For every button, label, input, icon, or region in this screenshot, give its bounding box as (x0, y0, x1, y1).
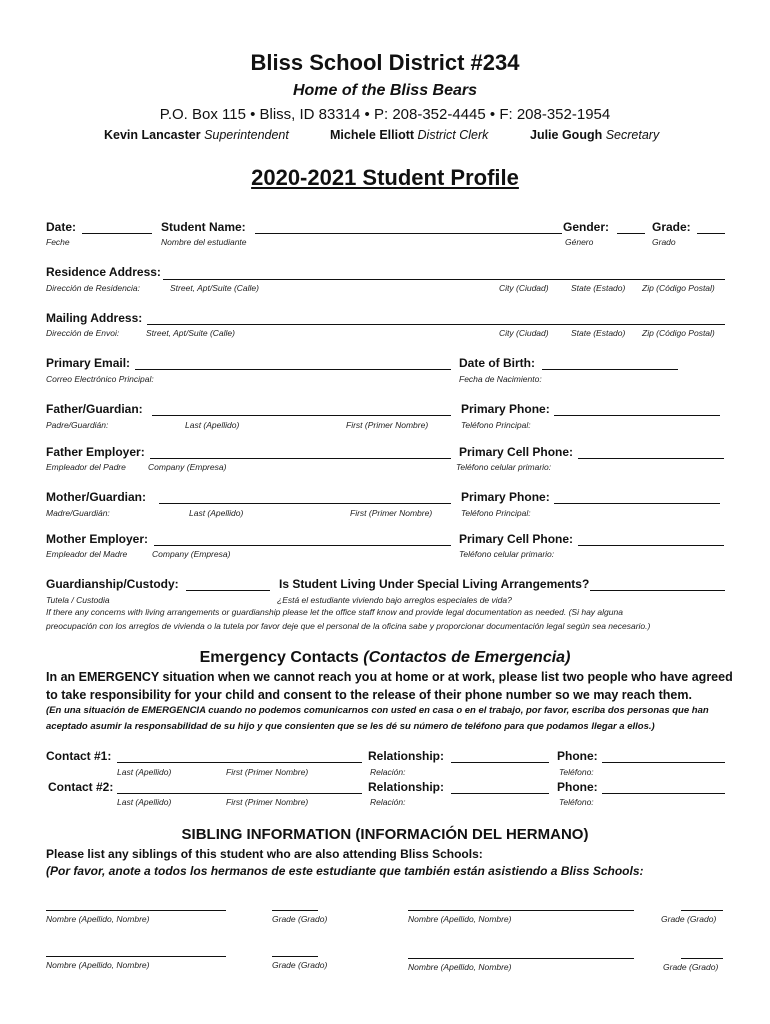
sibling-4-grade-label: Grade (Grado) (663, 962, 719, 972)
residence-street: Street, Apt/Suite (Calle) (170, 283, 259, 293)
mailing-field[interactable] (147, 324, 725, 325)
staff-secretary (530, 128, 659, 142)
sibling-3-grade-label: Grade (Grado) (272, 960, 328, 970)
custody-field[interactable] (186, 590, 270, 591)
email-sub: Correo Electrónico Principal: (46, 374, 154, 384)
contact-2-rel-field[interactable] (451, 793, 549, 794)
gender-sub: Género (565, 237, 594, 247)
contact-1-rel-label: Relationship: (368, 749, 445, 763)
father-phone-sub: Teléfono Principal: (461, 420, 531, 430)
emergency-para-3: (En una situación de EMERGENCIA cuando no podemos comunicarnos con usted en casa o en el trabajo, por favor, escriba dos personas que han (46, 705, 709, 716)
mother-field[interactable] (159, 503, 451, 504)
father-phone-field[interactable] (554, 415, 720, 416)
staff-name: Kevin Lancaster (104, 128, 201, 142)
special-living-sub: ¿Está el estudiante viviendo bajo arreglos especiales de vida? (277, 595, 512, 605)
contact-2-label: Contact #2: (48, 780, 114, 794)
residence-field[interactable] (163, 279, 725, 280)
emergency-title-es: (Contactos de Emergencia) (363, 649, 571, 666)
contact-1-phone-label: Phone: (557, 749, 598, 763)
dob-label: Date of Birth: (459, 356, 535, 370)
residence-city: City (Ciudad) (499, 283, 549, 293)
sibling-3-grade-field[interactable] (272, 956, 318, 957)
custody-note-2: preocupación con los arreglos de vivienda o la tutela por favor deje que el personal de la oficina sabe y proporcionar documentación legal según sea necesario.) (46, 621, 651, 631)
father-employer-field[interactable] (150, 458, 451, 459)
staff-name: Julie Gough (530, 128, 603, 142)
contact-1-rel-field[interactable] (451, 762, 549, 763)
father-first: First (Primer Nombre) (346, 420, 429, 430)
contact-2-rel-sub: Relación: (370, 797, 406, 807)
special-living-label: Is Student Living Under Special Living Arrangements? (279, 577, 590, 591)
dob-sub: Fecha de Nacimiento: (459, 374, 542, 384)
date-sub: Feche (46, 237, 70, 247)
father-cell-sub: Teléfono celular primario: (456, 462, 552, 472)
mother-cell-sub: Teléfono celular primario: (459, 549, 555, 559)
contact-2-last: Last (Apellido) (117, 797, 172, 807)
staff-superintendent (104, 128, 289, 142)
grade-sub: Grado (652, 237, 676, 247)
staff-role: Secretary (605, 128, 660, 142)
father-phone-label: Primary Phone: (461, 402, 550, 416)
mother-first: First (Primer Nombre) (350, 508, 433, 518)
staff-clerk (330, 128, 488, 142)
mother-cell-field[interactable] (578, 545, 724, 546)
mailing-street: Street, Apt/Suite (Calle) (146, 328, 235, 338)
contact-2-first: First (Primer Nombre) (226, 797, 309, 807)
father-last: Last (Apellido) (185, 420, 240, 430)
contact-2-phone-sub: Teléfono: (559, 797, 594, 807)
sibling-2-grade-field[interactable] (681, 910, 723, 911)
mother-last: Last (Apellido) (189, 508, 244, 518)
form-title-text: 2020-2021 Student Profile (251, 165, 519, 190)
father-sub: Padre/Guardián: (46, 420, 109, 430)
mailing-state: State (Estado) (571, 328, 626, 338)
emergency-para-4: aceptado asumir la responsabilidad de su hijo y que consienten que se les dé su número de teléfono para que podamos llegar a ellos.) (46, 721, 655, 732)
contact-1-phone-field[interactable] (602, 762, 725, 763)
district-address: P.O. Box 115 • Bliss, ID 83314 • P: 208-352-4445 • F: 208-352-1954 (159, 106, 611, 123)
father-field[interactable] (152, 415, 451, 416)
mother-cell-label: Primary Cell Phone: (459, 532, 574, 546)
gender-field[interactable] (617, 233, 645, 234)
gender-label: Gender: (563, 220, 610, 234)
date-label: Date: (46, 220, 77, 234)
special-living-field[interactable] (590, 590, 725, 591)
district-name: Bliss School District #234 (250, 50, 520, 75)
student-name-field[interactable] (255, 233, 562, 234)
residence-zip: Zip (Código Postal) (642, 283, 715, 293)
father-employer-label: Father Employer: (46, 445, 145, 459)
mother-phone-label: Primary Phone: (461, 490, 550, 504)
sibling-3-name-field[interactable] (46, 956, 226, 957)
date-field[interactable] (82, 233, 152, 234)
contact-2-name-field[interactable] (117, 793, 362, 794)
contact-2-phone-field[interactable] (602, 793, 725, 794)
sibling-2-name-field[interactable] (408, 910, 634, 911)
grade-field[interactable] (697, 233, 725, 234)
sibling-2-name-label: Nombre (Apellido, Nombre) (408, 914, 512, 924)
father-cell-label: Primary Cell Phone: (459, 445, 574, 459)
staff-role: Superintendent (204, 128, 289, 142)
residence-state: State (Estado) (571, 283, 626, 293)
siblings-instruction: Please list any siblings of this student who are also attending Bliss Schools: (46, 847, 483, 861)
sibling-4-name-field[interactable] (408, 958, 634, 959)
sibling-2-grade-label: Grade (Grado) (661, 914, 717, 924)
mother-phone-field[interactable] (554, 503, 720, 504)
sibling-4-grade-field[interactable] (681, 958, 723, 959)
mother-sub: Madre/Guardián: (46, 508, 110, 518)
district-tagline: Home of the Bliss Bears (292, 82, 478, 99)
form-title (0, 165, 770, 191)
grade-label: Grade: (652, 220, 691, 234)
student-name-label: Student Name: (161, 220, 246, 234)
staff-role: District Clerk (417, 128, 489, 142)
father-employer-sub: Empleador del Padre (46, 462, 126, 472)
mother-phone-sub: Teléfono Principal: (461, 508, 531, 518)
sibling-1-grade-field[interactable] (272, 910, 318, 911)
mailing-sub: Dirección de Envoi: (46, 328, 120, 338)
mailing-label: Mailing Address: (46, 311, 143, 325)
mother-employer-field[interactable] (154, 545, 451, 546)
sibling-1-name-field[interactable] (46, 910, 226, 911)
contact-1-phone-sub: Teléfono: (559, 767, 594, 777)
sibling-1-grade-label: Grade (Grado) (272, 914, 328, 924)
emergency-para-1: In an EMERGENCY situation when we cannot reach you at home or at work, please list two people who have agreed (46, 670, 733, 684)
residence-sub: Dirección de Residencia: (46, 283, 141, 293)
contact-1-rel-sub: Relación: (370, 767, 406, 777)
contact-1-name-field[interactable] (117, 762, 362, 763)
email-label: Primary Email: (46, 356, 131, 370)
emergency-title (0, 649, 770, 667)
mailing-zip: Zip (Código Postal) (642, 328, 715, 338)
emergency-para-2: to take responsibility for your child and consent to the release of their phone number so we may reach them. (46, 688, 692, 702)
staff-name: Michele Elliott (330, 128, 415, 142)
father-label: Father/Guardian: (46, 402, 143, 416)
mother-employer-label: Mother Employer: (46, 532, 149, 546)
email-field[interactable] (135, 369, 451, 370)
father-cell-field[interactable] (578, 458, 724, 459)
mailing-city: City (Ciudad) (499, 328, 549, 338)
siblings-title: SIBLING INFORMATION (INFORMACIÓN DEL HERMANO) (181, 826, 589, 843)
dob-field[interactable] (542, 369, 678, 370)
father-employer-company: Company (Empresa) (148, 462, 227, 472)
custody-note-1: If there any concerns with living arrangements or guardianship please let the office staff know and provide legal documentation as needed. (Si hay alguna (46, 607, 623, 617)
student-name-sub: Nombre del estudiante (161, 237, 247, 247)
mother-employer-sub: Empleador del Madre (46, 549, 128, 559)
sibling-3-name-label: Nombre (Apellido, Nombre) (46, 960, 150, 970)
contact-2-rel-label: Relationship: (368, 780, 445, 794)
mother-employer-company: Company (Empresa) (152, 549, 231, 559)
residence-label: Residence Address: (46, 265, 161, 279)
custody-sub: Tutela / Custodia (46, 595, 110, 605)
contact-1-first: First (Primer Nombre) (226, 767, 309, 777)
contact-1-last: Last (Apellido) (117, 767, 172, 777)
sibling-4-name-label: Nombre (Apellido, Nombre) (408, 962, 512, 972)
contact-1-label: Contact #1: (46, 749, 112, 763)
custody-label: Guardianship/Custody: (46, 577, 179, 591)
mother-label: Mother/Guardian: (46, 490, 147, 504)
emergency-title-text: Emergency Contacts (199, 649, 359, 666)
sibling-1-name-label: Nombre (Apellido, Nombre) (46, 914, 150, 924)
contact-2-phone-label: Phone: (557, 780, 598, 794)
siblings-instruction-es: (Por favor, anote a todos los hermanos de este estudiante que también están asistiendo a Bliss Schools: (46, 864, 644, 878)
